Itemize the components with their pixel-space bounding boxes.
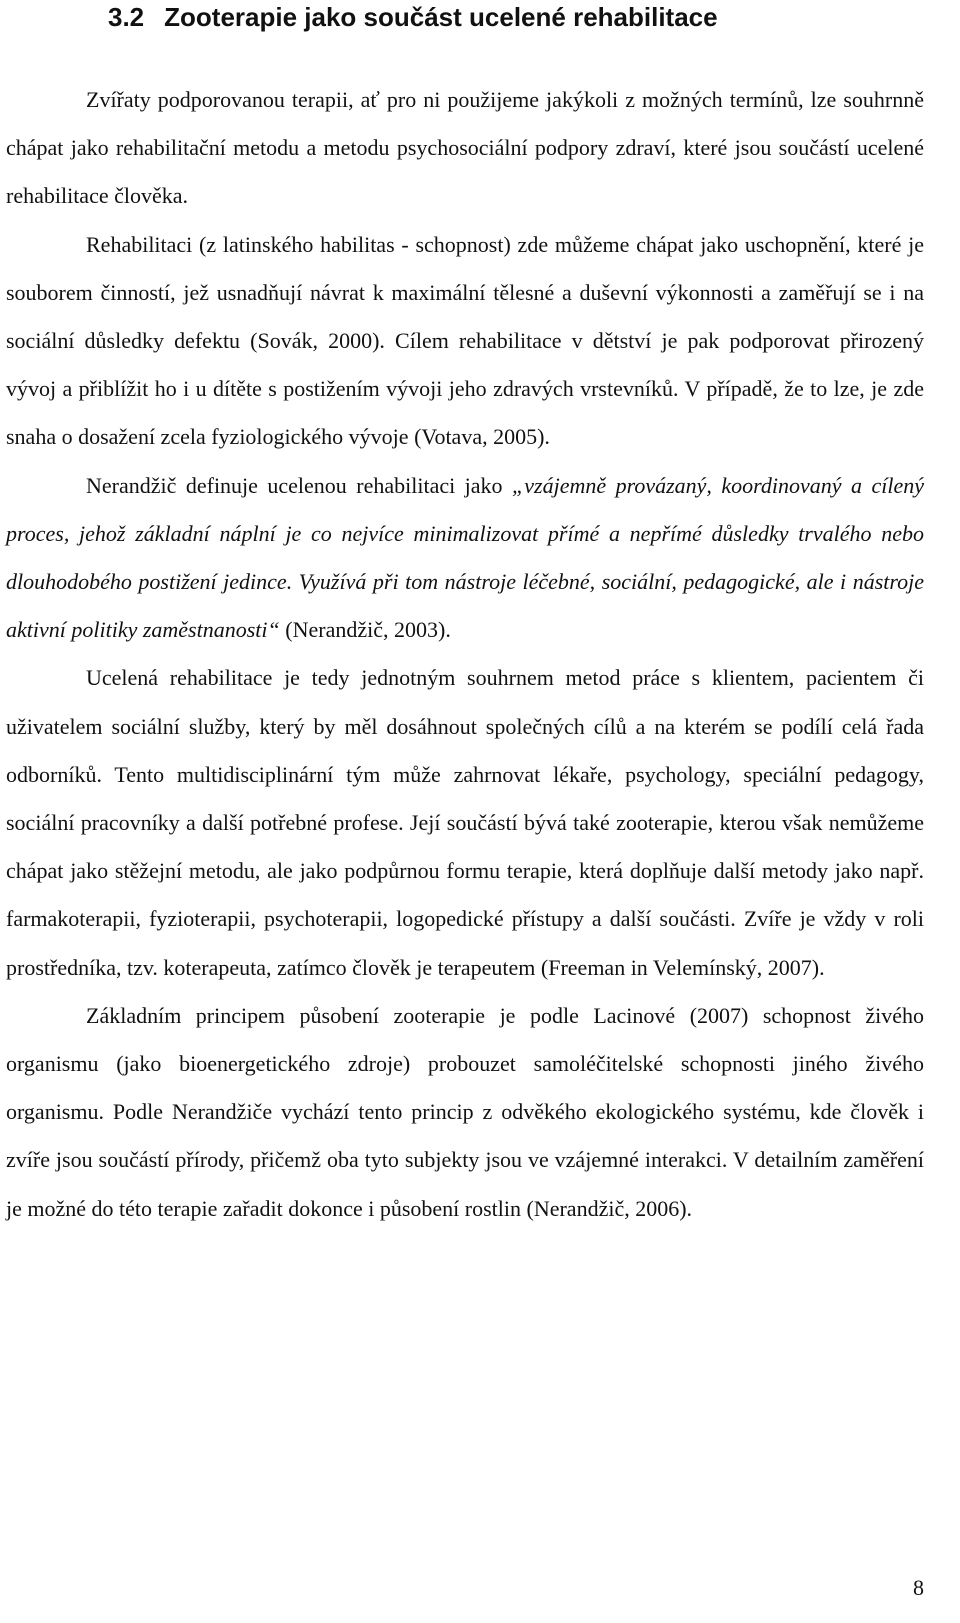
paragraph-2: Rehabilitaci (z latinského habilitas - schopnost) zde můžeme chápat jako uschopnění, které je souborem činností, jež usnadňují návrat k maximální tělesné a duševní výkonnosti a zaměřují se i na sociální důsledky defektu (Sovák, 2000). Cílem rehabilitace v dětství je pak podporovat přirozený vývoj a přiblížit ho i u dítěte s postižením vývoji jeho zdravých vrstevníků. V případě, že to lze, je zde snaha o dosažení zcela fyziologického vývoje (Votava, 2005). bbox=[6, 231, 924, 450]
paragraph-4: Ucelená rehabilitace je tedy jednotným souhrnem metod práce s klientem, pacientem či uživatelem sociální služby, který by měl dosáhnout společných cílů a na kterém se podílí celá řada odborníků. Tento multidisciplinární tým může zahrnovat lékaře, psychology, speciální pedagogy, sociální pracovníky a další potřebné profese. Její součástí bývá také zooterapie, kterou však nemůžeme chápat jako stěžejní metodu, ale jako podpůrnou formu terapie, která doplňuje další metody jako např. farmakoterapii, fyzioterapii, psychoterapii, logopedické přístupy a další součásti. Zvíře je vždy v roli prostředníka, tzv. koterapeuta, zatímco člověk je terapeutem (Freeman in Velemínský, 2007). bbox=[6, 665, 924, 980]
paragraph-1: Zvířaty podporovanou terapii, ať pro ni použijeme jakýkoli z možných termínů, lze souhrnně chápat jako rehabilitační metodu a metodu psychosociální podpory zdraví, které jsou součástí ucelené rehabilitace člověka. bbox=[6, 87, 924, 209]
quote-close-mark: “ bbox=[267, 617, 280, 643]
section-heading bbox=[6, 0, 924, 32]
document-page bbox=[6, 0, 924, 1233]
body-text bbox=[6, 76, 924, 1233]
paragraph-3-quote: vzájemně provázaný, koordinovaný a cílený proces, jehož základní náplní je co nejvíce minimalizovat přímé a nepřímé důsledky trvalého nebo dlouhodobého postižení jedince. Využívá při tom nástroje léčebné, sociální, pedagogické, ale i nástroje aktivní politiky zaměstnanosti bbox=[6, 472, 924, 643]
section-number: 3.2 bbox=[108, 2, 145, 32]
quote-open-mark: „ bbox=[512, 472, 525, 498]
paragraph-3 bbox=[6, 462, 924, 655]
paragraph-5: Základním principem působení zooterapie je podle Lacinové (2007) schopnost živého organismu (jako bioenergetického zdroje) probouzet samoléčitelské schopnosti jiného živého organismu. Podle Nerandžiče vychází tento princip z odvěkého ekologického systému, kde člověk i zvíře jsou součástí přírody, přičemž oba tyto subjekty jsou ve vzájemné interakci. V detailním zaměření je možné do této terapie zařadit dokonce i působení rostlin (Nerandžič, 2006). bbox=[6, 1002, 924, 1221]
section-title: Zooterapie jako součást ucelené rehabilitace bbox=[164, 2, 718, 32]
paragraph-3-citation: (Nerandžič, 2003). bbox=[279, 617, 451, 643]
page-number: 8 bbox=[913, 1575, 924, 1600]
paragraph-3-lead: Nerandžič definuje ucelenou rehabilitaci jako bbox=[86, 472, 513, 498]
